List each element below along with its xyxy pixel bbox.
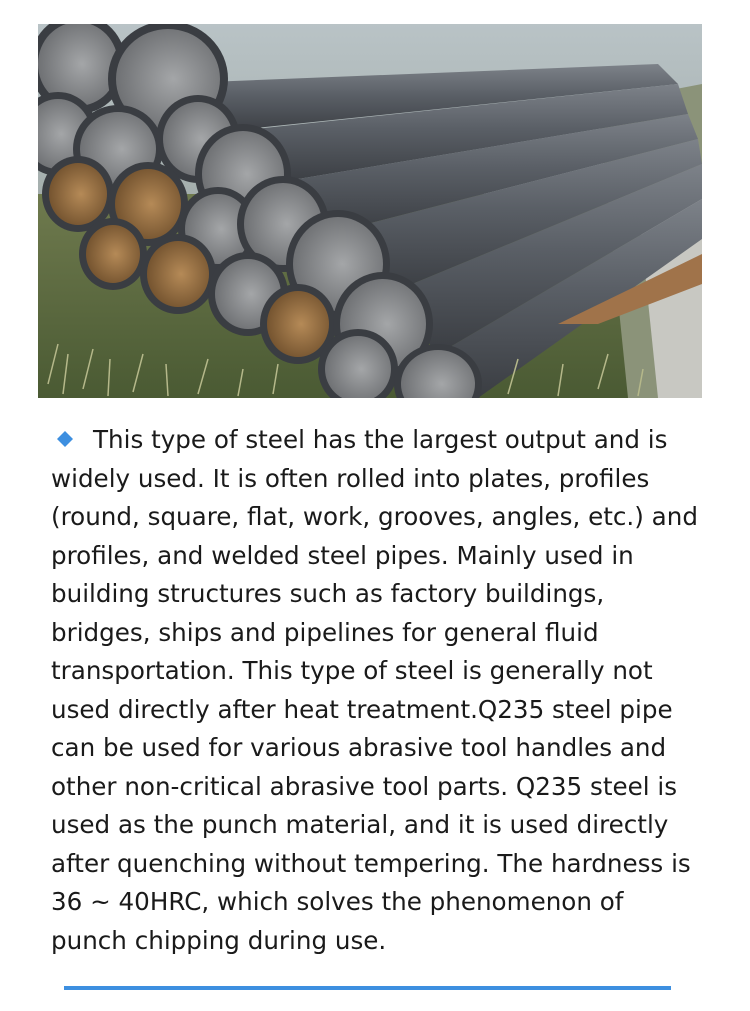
steel-pipes-photo [38,24,702,398]
section-divider [64,986,671,990]
article-body: This type of steel has the largest output and is widely used. It is often rolled into plates, profiles (round, square, flat, work, grooves, angles, etc.) and profiles, and welded steel pipes. Mainly used in building structures such as factory buildings, bridges, ships and pipelines for general fluid transportation. This type of steel is generally not used directly after heat treatment.Q235 steel pipe can be used for various abrasive tool handles and other non-critical abrasive tool parts. Q235 steel is used as the punch material, and it is used directly after quenching without tempering. The hardness is 36 ~ 40HRC, which solves the phenomenon of punch chipping during use. [51,425,698,955]
diamond-icon [57,431,73,447]
steel-pipes-illustration [38,24,702,398]
article-text [51,421,703,960]
